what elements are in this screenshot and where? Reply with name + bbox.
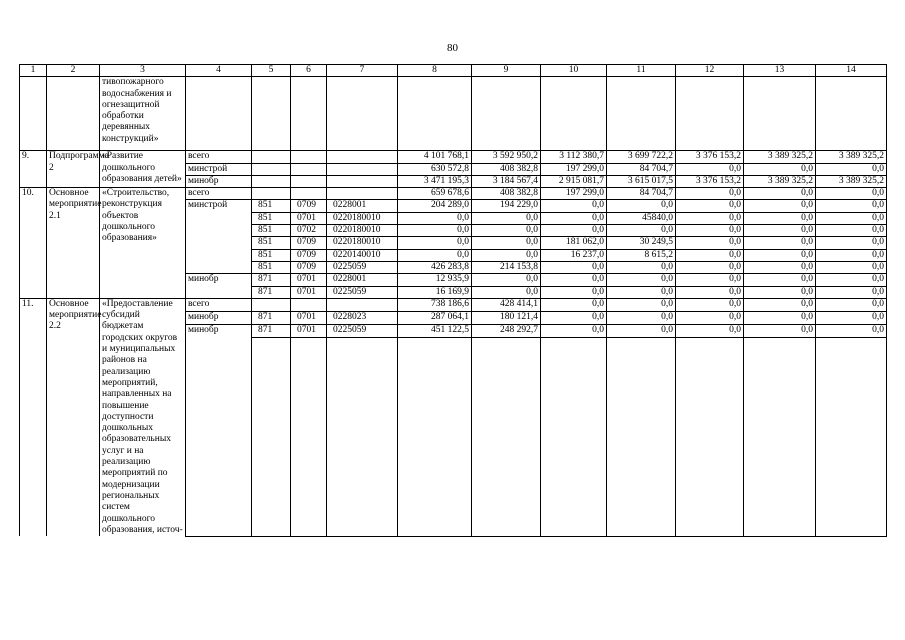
section-code: 0701: [291, 212, 327, 224]
executor-cell: минобр: [186, 274, 252, 286]
grbs-code: [252, 298, 291, 311]
amount-cell: 0,0: [398, 225, 472, 237]
amount-cell: 0,0: [607, 200, 676, 212]
amount-cell: 0,0: [676, 225, 744, 237]
amount-cell: 84 704,7: [607, 188, 676, 200]
executor-cell: [186, 225, 252, 237]
amount-cell: 194 229,0: [472, 200, 541, 212]
amount-cell: 0,0: [676, 163, 744, 175]
executor-cell: всего: [186, 151, 252, 163]
amount-cell: 659 678,6: [398, 188, 472, 200]
amount-cell: 197 299,0: [541, 163, 607, 175]
amount-cell: 204 289,0: [398, 200, 472, 212]
amount-cell: 3 376 153,2: [676, 151, 744, 163]
grbs-code: 871: [252, 286, 291, 298]
target-code: [327, 175, 398, 187]
amount-cell: 3 376 153,2: [676, 175, 744, 187]
amount-cell: 0,0: [607, 274, 676, 286]
section-code: [291, 298, 327, 311]
amount-cell: 181 062,0: [541, 237, 607, 249]
executor-cell: [186, 249, 252, 261]
amount-cell: 0,0: [472, 237, 541, 249]
empty-cell: [607, 338, 676, 537]
amount-cell: 0,0: [607, 298, 676, 311]
amount-cell: 3 389 325,2: [816, 175, 887, 187]
amount-cell: 0,0: [816, 163, 887, 175]
amount-cell: 0,0: [744, 249, 816, 261]
amount-cell: 16 169,9: [398, 286, 472, 298]
table-row: [20, 298, 887, 311]
header-cell: 1: [20, 65, 47, 77]
amount-cell: 408 382,8: [472, 163, 541, 175]
amount-cell: 0,0: [607, 261, 676, 273]
amount-cell: 0,0: [676, 298, 744, 311]
executor-cell: [186, 212, 252, 224]
amount-cell: 0,0: [472, 225, 541, 237]
section-code: 0701: [291, 286, 327, 298]
amount-cell: 0,0: [816, 261, 887, 273]
amount-cell: 0,0: [541, 298, 607, 311]
amount-cell: 0,0: [676, 237, 744, 249]
amount-cell: 408 382,8: [472, 188, 541, 200]
grbs-code: [252, 163, 291, 175]
amount-cell: 428 414,1: [472, 298, 541, 311]
section-code: 0701: [291, 311, 327, 324]
amount-cell: 0,0: [607, 325, 676, 338]
amount-cell: 0,0: [816, 188, 887, 200]
amount-cell: 0,0: [472, 249, 541, 261]
grbs-code: [252, 151, 291, 163]
amount-cell: 0,0: [676, 249, 744, 261]
target-code: 0228023: [327, 311, 398, 324]
header-cell: 2: [47, 65, 100, 77]
amount-cell: 0,0: [607, 286, 676, 298]
header-cell: 6: [291, 65, 327, 77]
amount-cell: 0,0: [676, 188, 744, 200]
header-cell: 4: [186, 65, 252, 77]
grbs-code: 851: [252, 237, 291, 249]
section-code: 0709: [291, 200, 327, 212]
amount-cell: 0,0: [541, 325, 607, 338]
program-type: Основное мероприятие 2.2: [47, 298, 100, 536]
empty-cell: [291, 338, 327, 537]
amount-cell: 0,0: [816, 200, 887, 212]
program-name: «Строительство, реконструкция объектов дошкольного образования»: [100, 188, 186, 299]
empty-cell: [744, 338, 816, 537]
amount-cell: 0,0: [744, 261, 816, 273]
table-row: [20, 188, 887, 200]
section-code: [291, 163, 327, 175]
amount-cell: 0,0: [607, 311, 676, 324]
amount-cell: 30 249,5: [607, 237, 676, 249]
section-code: [291, 188, 327, 200]
header-row: [20, 65, 887, 77]
target-code: 0225059: [327, 286, 398, 298]
target-code: [327, 163, 398, 175]
grbs-code: 871: [252, 325, 291, 338]
amount-cell: 0,0: [676, 200, 744, 212]
amount-cell: 45840,0: [607, 212, 676, 224]
amount-cell: 0,0: [816, 274, 887, 286]
amount-cell: 0,0: [816, 212, 887, 224]
program-name: «Развитие дошкольного образования детей»: [100, 151, 186, 188]
amount-cell: 0,0: [744, 274, 816, 286]
amount-cell: 0,0: [472, 286, 541, 298]
row-number: 10.: [20, 188, 47, 299]
amount-cell: 0,0: [676, 274, 744, 286]
amount-cell: 0,0: [816, 286, 887, 298]
amount-cell: 738 186,6: [398, 298, 472, 311]
header-cell: 7: [327, 65, 398, 77]
row-number: 11.: [20, 298, 47, 536]
amount-cell: 0,0: [541, 274, 607, 286]
amount-cell: 84 704,7: [607, 163, 676, 175]
empty-cell: [676, 338, 744, 537]
amount-cell: 0,0: [744, 237, 816, 249]
grbs-code: [252, 188, 291, 200]
amount-cell: 0,0: [541, 200, 607, 212]
amount-cell: 451 122,5: [398, 325, 472, 338]
amount-cell: 0,0: [398, 212, 472, 224]
amount-cell: 0,0: [744, 188, 816, 200]
budget-table: [19, 64, 887, 537]
amount-cell: 0,0: [816, 325, 887, 338]
amount-cell: 3 471 195,3: [398, 175, 472, 187]
amount-cell: 16 237,0: [541, 249, 607, 261]
program-type: Подпрограмма 2: [47, 151, 100, 188]
target-code: 0220180010: [327, 225, 398, 237]
amount-cell: 0,0: [676, 212, 744, 224]
amount-cell: 3 389 325,2: [816, 151, 887, 163]
section-code: 0702: [291, 225, 327, 237]
executor-cell: минобр: [186, 311, 252, 324]
amount-cell: 0,0: [541, 212, 607, 224]
amount-cell: 0,0: [676, 261, 744, 273]
target-code: 0220180010: [327, 237, 398, 249]
amount-cell: 180 121,4: [472, 311, 541, 324]
amount-cell: 0,0: [541, 311, 607, 324]
amount-cell: 630 572,8: [398, 163, 472, 175]
executor-cell: минстрой: [186, 163, 252, 175]
section-code: 0709: [291, 237, 327, 249]
amount-cell: 197 299,0: [541, 188, 607, 200]
empty-cell: [541, 338, 607, 537]
target-code: 0225059: [327, 261, 398, 273]
executor-cell: всего: [186, 298, 252, 311]
amount-cell: 214 153,8: [472, 261, 541, 273]
executor-cell: минобр: [186, 325, 252, 338]
amount-cell: 4 101 768,1: [398, 151, 472, 163]
amount-cell: 0,0: [744, 298, 816, 311]
amount-cell: 0,0: [744, 225, 816, 237]
target-code: [327, 298, 398, 311]
amount-cell: 2 915 081,7: [541, 175, 607, 187]
amount-cell: 0,0: [744, 325, 816, 338]
program-name: «Предоставление субсидий бюджетам городских округов и муниципальных районов на реализацию мероприятий, направленных на повышение доступности дошкольных образовательных услуг и на реализацию мероприятий по модернизации региональных систем дошкольного образования, источ-: [100, 298, 186, 536]
amount-cell: 0,0: [744, 212, 816, 224]
amount-cell: 0,0: [744, 286, 816, 298]
amount-cell: 0,0: [676, 311, 744, 324]
header-cell: 3: [100, 65, 186, 77]
continuation-text: тивопожарного водоснабжения и огнезащитной обработки деревянных конструкций»: [100, 77, 186, 151]
grbs-code: 851: [252, 212, 291, 224]
executor-cell: [186, 261, 252, 273]
amount-cell: 0,0: [398, 237, 472, 249]
target-code: 0228001: [327, 274, 398, 286]
page-number: 80: [447, 42, 458, 54]
section-code: [291, 151, 327, 163]
grbs-code: [252, 175, 291, 187]
executor-cell: [186, 286, 252, 298]
target-code: [327, 188, 398, 200]
amount-cell: 0,0: [541, 286, 607, 298]
executor-cell: минобр: [186, 175, 252, 187]
amount-cell: 0,0: [472, 212, 541, 224]
empty-cell: [327, 338, 398, 537]
amount-cell: 0,0: [676, 325, 744, 338]
section-code: 0701: [291, 325, 327, 338]
amount-cell: 0,0: [398, 249, 472, 261]
empty-cell: [816, 338, 887, 537]
section-code: 0709: [291, 261, 327, 273]
amount-cell: 8 615,2: [607, 249, 676, 261]
amount-cell: 248 292,7: [472, 325, 541, 338]
section-code: 0709: [291, 249, 327, 261]
header-cell: 10: [541, 65, 607, 77]
empty-cell: [252, 338, 291, 537]
grbs-code: 851: [252, 261, 291, 273]
amount-cell: 0,0: [676, 286, 744, 298]
empty-cell: [186, 338, 252, 537]
grbs-code: 851: [252, 200, 291, 212]
amount-cell: 0,0: [816, 249, 887, 261]
amount-cell: 0,0: [816, 298, 887, 311]
section-code: 0701: [291, 274, 327, 286]
amount-cell: 0,0: [816, 225, 887, 237]
amount-cell: 3 184 567,4: [472, 175, 541, 187]
amount-cell: 0,0: [607, 225, 676, 237]
amount-cell: 0,0: [744, 200, 816, 212]
amount-cell: 287 064,1: [398, 311, 472, 324]
amount-cell: 3 112 380,7: [541, 151, 607, 163]
header-cell: 14: [816, 65, 887, 77]
executor-cell: [186, 237, 252, 249]
header-cell: 5: [252, 65, 291, 77]
grbs-code: 851: [252, 249, 291, 261]
header-cell: 13: [744, 65, 816, 77]
header-cell: 9: [472, 65, 541, 77]
program-type: Основное мероприятие 2.1: [47, 188, 100, 299]
amount-cell: 3 389 325,2: [744, 175, 816, 187]
table-row: [20, 151, 887, 163]
amount-cell: 0,0: [541, 261, 607, 273]
header-cell: 8: [398, 65, 472, 77]
amount-cell: 3 592 950,2: [472, 151, 541, 163]
continuation-row: [20, 77, 887, 151]
grbs-code: 871: [252, 274, 291, 286]
amount-cell: 3 615 017,5: [607, 175, 676, 187]
empty-cell: [472, 338, 541, 537]
amount-cell: 3 389 325,2: [744, 151, 816, 163]
amount-cell: 0,0: [816, 311, 887, 324]
executor-cell: всего: [186, 188, 252, 200]
target-code: 0220180010: [327, 212, 398, 224]
row-number: 9.: [20, 151, 47, 188]
grbs-code: 851: [252, 225, 291, 237]
header-cell: 11: [607, 65, 676, 77]
section-code: [291, 175, 327, 187]
amount-cell: 0,0: [744, 163, 816, 175]
amount-cell: 12 935,9: [398, 274, 472, 286]
amount-cell: 0,0: [541, 225, 607, 237]
executor-cell: минстрой: [186, 200, 252, 212]
header-cell: 12: [676, 65, 744, 77]
amount-cell: 3 699 722,2: [607, 151, 676, 163]
target-code: [327, 151, 398, 163]
amount-cell: 426 283,8: [398, 261, 472, 273]
empty-cell: [398, 338, 472, 537]
amount-cell: 0,0: [472, 274, 541, 286]
grbs-code: 871: [252, 311, 291, 324]
target-code: 0225059: [327, 325, 398, 338]
amount-cell: 0,0: [816, 237, 887, 249]
target-code: 0228001: [327, 200, 398, 212]
amount-cell: 0,0: [744, 311, 816, 324]
target-code: 0220140010: [327, 249, 398, 261]
